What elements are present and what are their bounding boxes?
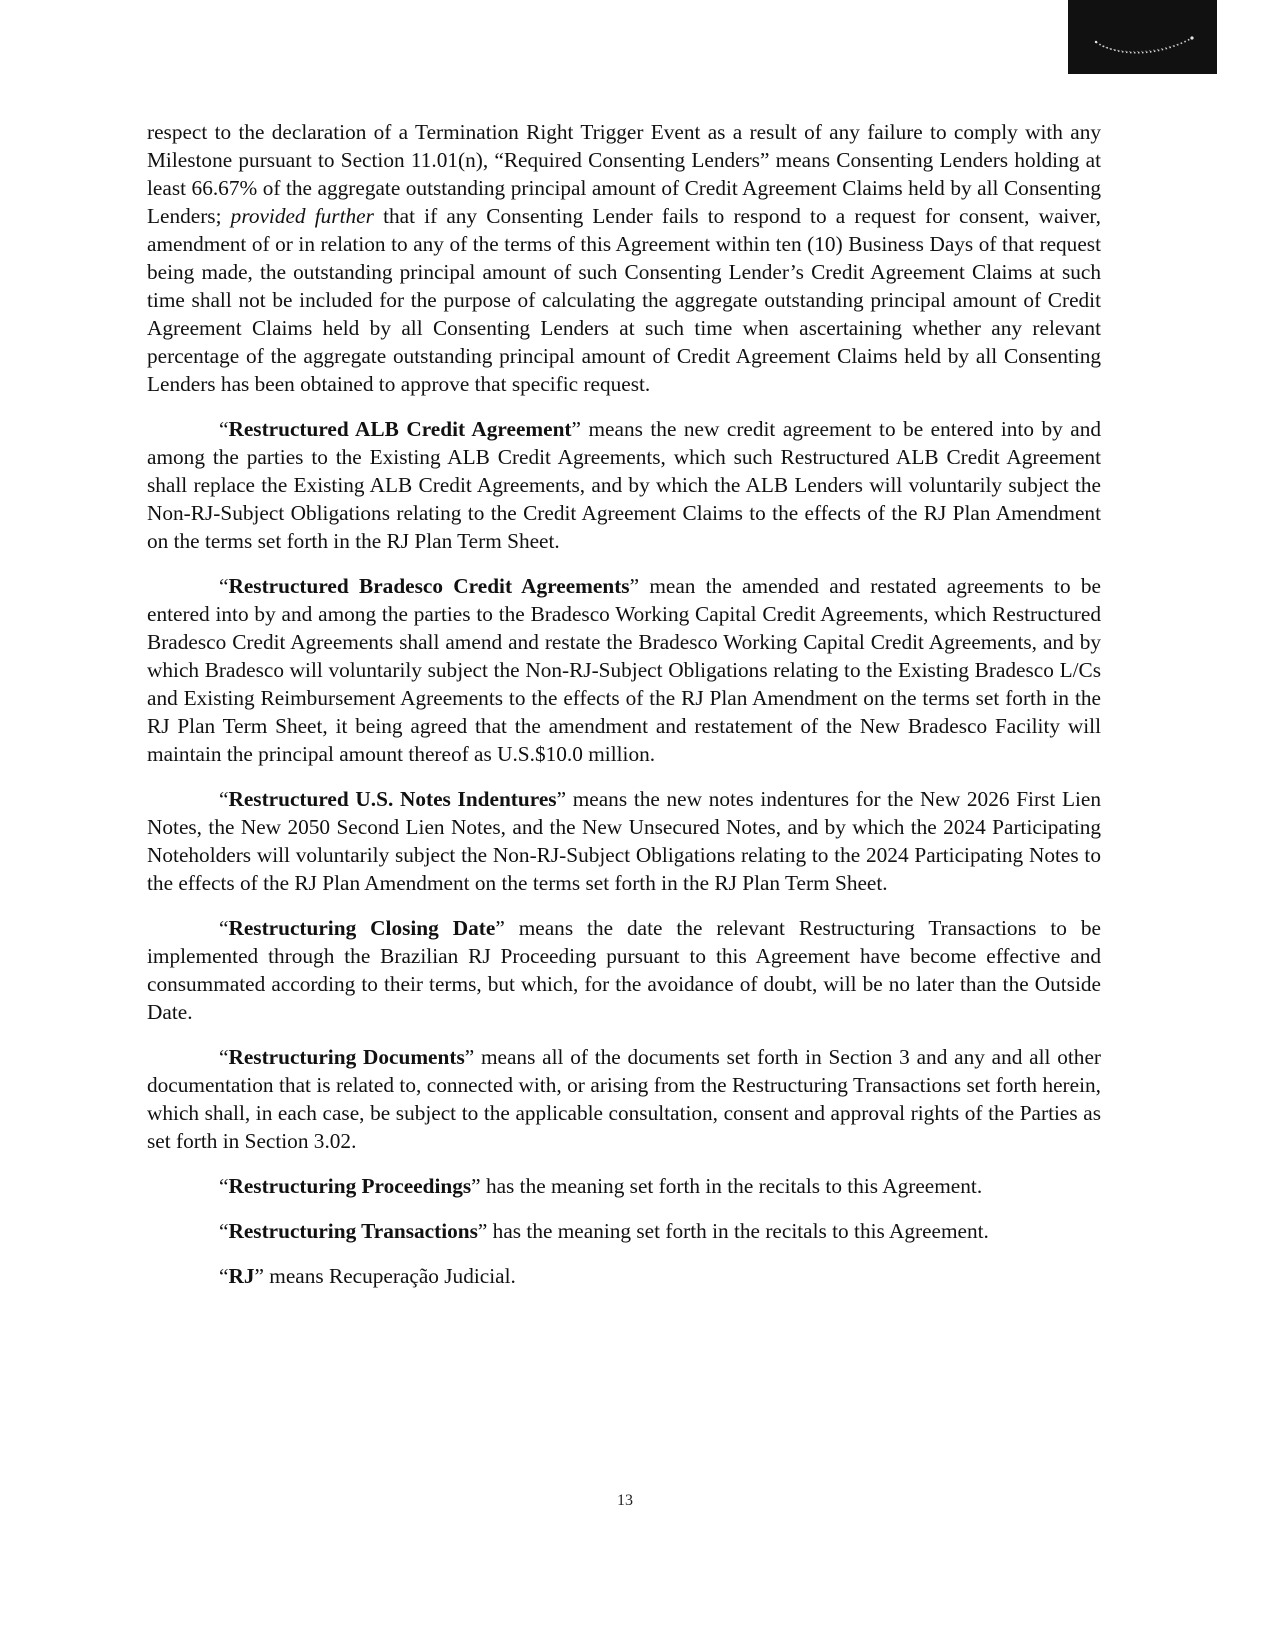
definition-restructuring-closing-date: “Restructuring Closing Date” means the date the relevant Restructuring Transactions to be implemented through the Brazilian RJ Proceeding pursuant to this Agreement have become effective and consummated according to their terms, but which, for the avoidance of doubt, will be no later than the Outside Date. <box>147 916 1101 1024</box>
defined-term: RJ <box>228 1264 255 1288</box>
defined-term: Restructuring Documents <box>228 1045 465 1069</box>
definition-restructuring-documents: “Restructuring Documents” means all of the documents set forth in Section 3 and any and all other documentation that is related to, connected with, or arising from the Restructuring Transactions set forth herein, which shall, in each case, be subject to the applicable consultation, consent and approval rights of the Parties as set forth in Section 3.02. <box>147 1045 1101 1153</box>
definition-text: ” means the new credit agreement to be entered into by and among the parties to the Existing ALB Credit Agreements, which such Restructured ALB Credit Agreement shall replace the Existing ALB Credit Agreements, and by which the ALB Lenders will voluntarily subject the Non-RJ-Subject Obligations relating to the Credit Agreement Claims to the effects of the RJ Plan Amendment on the terms set forth in the RJ Plan Term Sheet. <box>147 417 1102 553</box>
definition-restructured-bradesco-credit-agreements: “Restructured Bradesco Credit Agreements” mean the amended and restated agreements to be entered into by and among the parties to the Bradesco Working Capital Credit Agreements, which Restructured Bradesco Credit Agreements shall amend and restate the Bradesco Working Capital Credit Agreements, and by which Bradesco will voluntarily subject the Non-RJ-Subject Obligations relating to the Existing Bradesco L/Cs and Existing Reimbursement Agreements to the effects of the RJ Plan Amendment on the terms set forth in the RJ Plan Term Sheet, it being agreed that the amendment and restatement of the New Bradesco Facility will maintain the principal amount thereof as U.S.$10.0 million. <box>147 574 1101 766</box>
definition-rj: “RJ” means Recuperação Judicial. <box>219 1264 516 1288</box>
defined-term: Restructuring Closing Date <box>228 916 496 940</box>
defined-term: Restructured Bradesco Credit Agreements <box>228 574 630 598</box>
italic-phrase: provided further <box>230 204 374 228</box>
definition-text: ” means all of the documents set forth in Section 3 and any and all other documentation that is related to, connected with, or arising from the Restructuring Transactions set forth herein, which shall, in each case, be subject to the applicable consultation, consent and approval rights of the Parties as set forth in Section 3.02. <box>147 1045 1101 1153</box>
definition-restructured-alb-credit-agreement: “Restructured ALB Credit Agreement” means the new credit agreement to be entered into by and among the parties to the Existing ALB Credit Agreements, which such Restructured ALB Credit Agreement shall replace the Existing ALB Credit Agreements, and by which the ALB Lenders will voluntarily subject the Non-RJ-Subject Obligations relating to the Credit Agreement Claims to the effects of the RJ Plan Amendment on the terms set forth in the RJ Plan Term Sheet. <box>147 417 1102 553</box>
definition-text: ” mean the amended and restated agreements to be entered into by and among the parties to the Bradesco Working Capital Credit Agreements, which Restructured Bradesco Credit Agreements shall amend and restate the Bradesco Working Capital Credit Agreements, and by which Bradesco will voluntarily subject the Non-RJ-Subject Obligations relating to the Existing Bradesco L/Cs and Existing Reimbursement Agreements to the effects of the RJ Plan Amendment on the terms set forth in the RJ Plan Term Sheet, it being agreed that the amendment and restatement of the New Bradesco Facility will maintain the principal amount thereof as U.S.$10.0 million. <box>147 574 1101 766</box>
definition-text: ” means Recuperação Judicial. <box>254 1264 516 1288</box>
paragraph-continuation <box>147 118 1101 398</box>
defined-term: Restructuring Transactions <box>228 1219 478 1243</box>
company-logo-icon <box>1092 32 1196 62</box>
definition-restructuring-transactions: “Restructuring Transactions” has the meaning set forth in the recitals to this Agreement. <box>219 1219 989 1243</box>
defined-term: Restructuring Proceedings <box>228 1174 472 1198</box>
paragraph-text: respect to the declaration of a Termination Right Trigger Event as a result of any failure to comply with any Milestone pursuant to Section 11.01(n), “Required Consenting Lenders” means Consenting Lenders holding at least 66.67% of the aggregate outstanding principal amount of Credit Agreement Claims held by all Consenting Lenders; <box>147 120 1101 228</box>
header-logo <box>1068 0 1217 74</box>
definition-restructured-us-notes-indentures: “Restructured U.S. Notes Indentures” means the new notes indentures for the New 2026 First Lien Notes, the New 2050 Second Lien Notes, and the New Unsecured Notes, and by which the 2024 Participating Noteholders will voluntarily subject the Non-RJ-Subject Obligations relating to the 2024 Participating Notes to the effects of the RJ Plan Amendment on the terms set forth in the RJ Plan Term Sheet. <box>147 787 1101 895</box>
definition-text: ” has the meaning set forth in the recitals to this Agreement. <box>471 1174 983 1198</box>
definition-text: ” means the new notes indentures for the New 2026 First Lien Notes, the New 2050 Second Lien Notes, and the New Unsecured Notes, and by which the 2024 Participating Noteholders will voluntarily subject the Non-RJ-Subject Obligations relating to the 2024 Participating Notes to the effects of the RJ Plan Amendment on the terms set forth in the RJ Plan Term Sheet. <box>147 787 1101 895</box>
definition-restructuring-proceedings: “Restructuring Proceedings” has the meaning set forth in the recitals to this Agreement. <box>219 1174 983 1198</box>
definition-text: ” has the meaning set forth in the recitals to this Agreement. <box>477 1219 989 1243</box>
defined-term: Restructured U.S. Notes Indentures <box>228 787 557 811</box>
defined-term: Restructured ALB Credit Agreement <box>228 417 572 441</box>
document-body <box>147 118 1101 1307</box>
paragraph-text: that if any Consenting Lender fails to respond to a request for consent, waiver, amendment of or in relation to any of the terms of this Agreement within ten (10) Business Days of that request being made, the outstanding principal amount of such Consenting Lender’s Credit Agreement Claims at such time shall not be included for the purpose of calculating the aggregate outstanding principal amount of Credit Agreement Claims held by all Consenting Lenders at such time when ascertaining whether any relevant percentage of the aggregate outstanding principal amount of Credit Agreement Claims held by all Consenting Lenders has been obtained to approve that specific request. <box>147 204 1101 396</box>
definition-text: ” means the date the relevant Restructuring Transactions to be implemented through the Brazilian RJ Proceeding pursuant to this Agreement have become effective and consummated according to their terms, but which, for the avoidance of doubt, will be no later than the Outside Date. <box>147 916 1101 1024</box>
page-number: 13 <box>617 1492 633 1509</box>
